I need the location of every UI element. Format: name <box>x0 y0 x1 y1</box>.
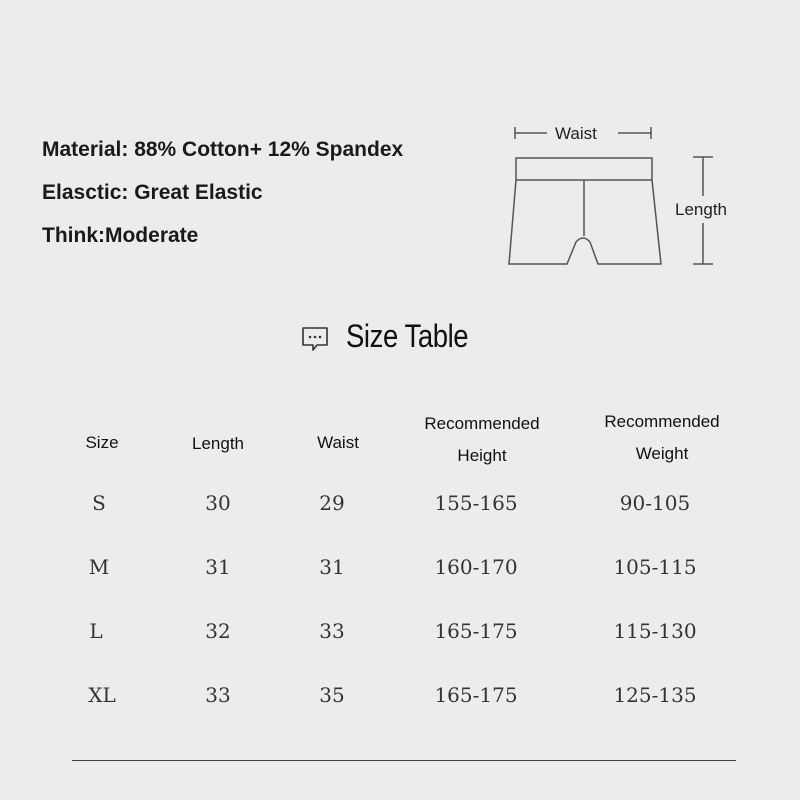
cell-height: 165-175 <box>434 683 518 707</box>
header-waist <box>317 427 359 459</box>
cell-length: 32 <box>205 619 231 643</box>
elastic-line: Elasctic: Great Elastic <box>42 181 263 204</box>
cell-length: 31 <box>205 555 231 579</box>
chat-bubble-icon <box>300 324 330 354</box>
cell-waist: 35 <box>319 683 345 707</box>
material-line: Material: 88% Cotton+ 12% Spandex <box>42 138 404 161</box>
header-height-line1: Recommended <box>424 414 540 433</box>
size-table-heading <box>0 316 800 360</box>
cell-length: 30 <box>205 491 231 515</box>
header-size <box>85 427 118 459</box>
think-line: Think:Moderate <box>42 224 199 247</box>
header-height <box>424 408 539 472</box>
cell-size: S <box>92 491 106 515</box>
cell-size: M <box>88 555 110 579</box>
cell-weight: 90-105 <box>619 491 691 515</box>
header-length <box>192 428 244 460</box>
cell-height: 165-175 <box>434 619 518 643</box>
size-table-title: Size Table <box>346 318 469 354</box>
shorts-outline-icon <box>0 0 800 300</box>
shorts-diagram <box>0 0 800 300</box>
cell-size: L <box>89 619 103 643</box>
bottom-divider <box>72 760 736 761</box>
header-weight-line1: Recommended <box>604 412 720 431</box>
header-waist-text: Waist <box>317 433 359 452</box>
cell-weight: 105-115 <box>613 555 697 579</box>
length-label: Length <box>675 200 727 219</box>
header-length-text: Length <box>192 434 244 453</box>
cell-waist: 33 <box>319 619 345 643</box>
cell-waist: 29 <box>319 491 345 515</box>
header-weight-line2: Weight <box>635 444 689 463</box>
cell-weight: 115-130 <box>613 619 697 643</box>
cell-height: 155-165 <box>434 491 518 515</box>
cell-waist: 31 <box>319 555 345 579</box>
header-weight <box>604 406 719 470</box>
cell-size: XL <box>88 683 116 707</box>
header-height-line2: Height <box>457 446 507 465</box>
cell-weight: 125-135 <box>613 683 697 707</box>
waist-label: Waist <box>555 124 597 143</box>
header-size-text: Size <box>85 433 119 452</box>
cell-length: 33 <box>205 683 231 707</box>
cell-height: 160-170 <box>434 555 518 579</box>
